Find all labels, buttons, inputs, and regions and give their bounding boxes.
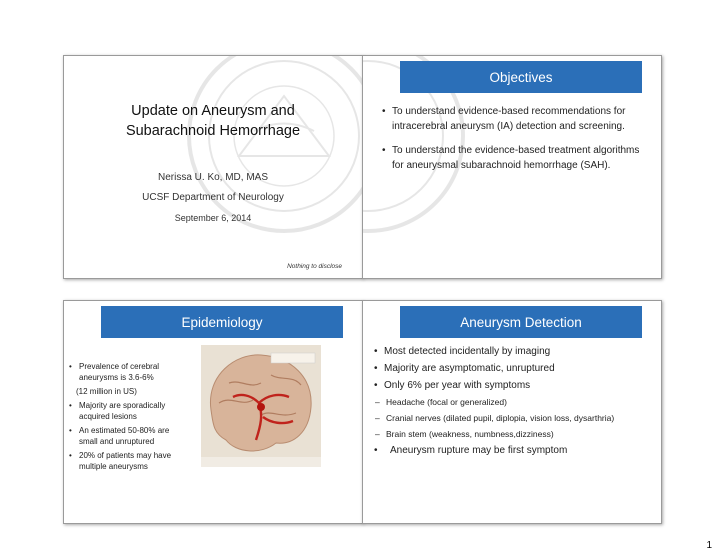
disclosure-note: Nothing to disclose — [287, 263, 342, 270]
list-item: • To understand the evidence-based treatment algorithms for aneurysmal subarachnoid hemorrhage (SAH). — [379, 143, 647, 173]
list-item: • Only 6% per year with symptoms — [371, 379, 653, 392]
list-item: • 20% of patients may have multiple aneurysms — [66, 450, 186, 472]
presentation-date: September 6, 2014 — [174, 213, 252, 223]
list-item: • An estimated 50-80% are small and unruptured — [66, 425, 186, 447]
detection-list — [371, 345, 653, 461]
list-item: • Majority are asymptomatic, unruptured — [371, 362, 653, 375]
page-number: 1 — [706, 540, 712, 551]
list-item: • Majority are sporadically acquired lesions — [66, 400, 186, 422]
list-item: (12 million in US) — [76, 387, 137, 396]
department: UCSF Department of Neurology — [142, 192, 284, 203]
slide-epidemiology — [63, 300, 363, 524]
slide-heading: Aneurysm Detection — [400, 306, 642, 338]
epidemiology-list — [66, 361, 186, 475]
slide-heading: Objectives — [400, 61, 642, 93]
list-subitem: – Headache (focal or generalized) — [373, 396, 653, 408]
slide-aneurysm-detection — [362, 300, 662, 524]
slide-heading: Epidemiology — [101, 306, 343, 338]
list-item: • Prevalence of cerebral aneurysms is 3.6-6% — [66, 361, 186, 383]
brain-aneurysm-illustration — [201, 345, 321, 467]
slide-objectives — [362, 55, 662, 279]
list-subitem: – Cranial nerves (dilated pupil, diplopia, vision loss, dysarthria) — [373, 412, 653, 424]
list-item: • To understand evidence-based recommendations for intracerebral aneurysm (IA) detection and screening. — [379, 104, 647, 134]
presentation-title: Update on Aneurysm and Subarachnoid Hemorrhage — [125, 103, 301, 139]
objectives-list — [379, 104, 647, 182]
list-subitem: – Brain stem (weakness, numbness,dizziness) — [373, 428, 653, 440]
author-name: Nerissa U. Ko, MD, MAS — [157, 172, 269, 183]
author-block — [64, 168, 362, 228]
slide-title — [63, 55, 363, 279]
list-item: • Aneurysm rupture may be first symptom — [371, 444, 653, 457]
list-item: • Most detected incidentally by imaging — [371, 345, 653, 358]
